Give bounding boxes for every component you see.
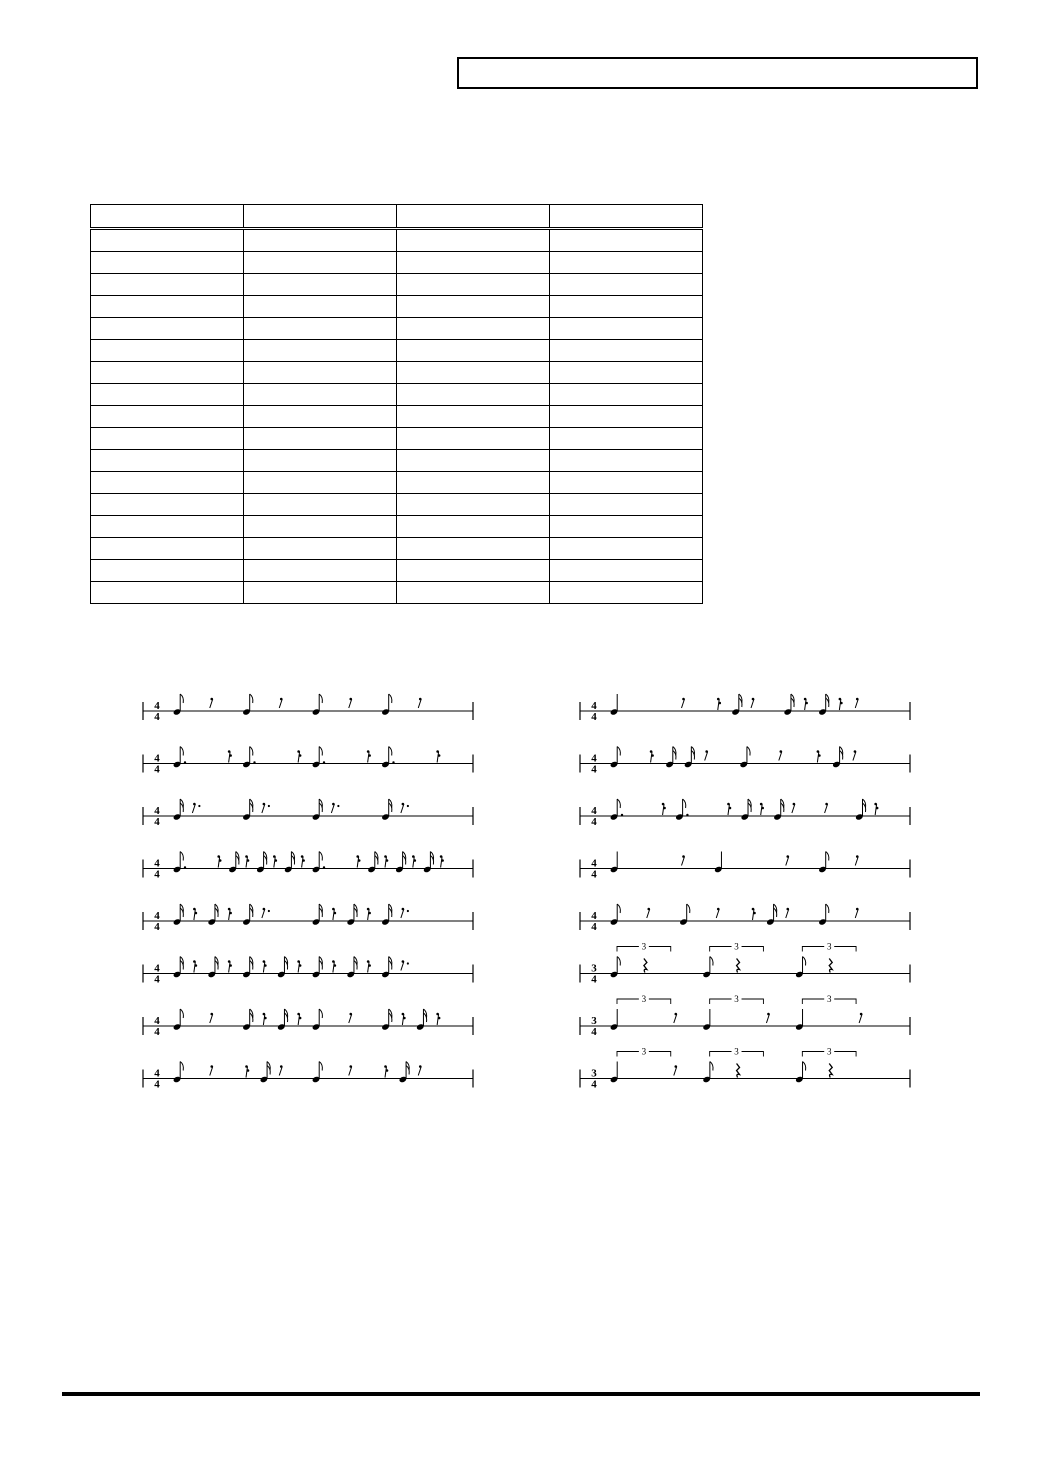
sixteenth-rest	[875, 804, 877, 815]
sixteenth-rest	[298, 962, 300, 973]
eighth-rest	[859, 1014, 862, 1023]
sixteenth-rest	[298, 752, 300, 763]
augmentation-dot	[407, 910, 409, 912]
rhythm-staff	[580, 994, 910, 1038]
eighth-rest	[766, 1014, 769, 1023]
sixteenth-rest	[651, 752, 653, 763]
rhythm-staff	[143, 1009, 473, 1038]
sixteenth-rest	[246, 857, 248, 868]
eighth-rest	[401, 804, 404, 813]
augmentation-dot	[337, 805, 339, 807]
triplet-number: 3	[734, 994, 739, 1004]
time-signature-top: 3	[591, 1067, 597, 1080]
sixteenth-rest	[357, 857, 359, 868]
rhythm-staff	[580, 1047, 910, 1091]
sixteenth-rest	[402, 1014, 404, 1025]
sixteenth-rest	[753, 909, 755, 920]
augmentation-dot	[392, 761, 394, 763]
eighth-rest	[674, 1067, 677, 1076]
rhythm-staff	[143, 747, 473, 776]
eighth-rest	[262, 909, 265, 918]
time-signature-bottom: 4	[591, 1078, 597, 1091]
triplet-number: 3	[826, 941, 832, 952]
eighth-rest	[418, 699, 421, 708]
triplet-number: 3	[641, 941, 647, 952]
eighth-rest	[705, 752, 708, 761]
triplet-number: 3	[734, 1046, 739, 1057]
augmentation-dot	[184, 866, 186, 868]
augmentation-dot	[407, 962, 409, 964]
rhythm-staff	[580, 942, 910, 986]
sixteenth-rest	[246, 1067, 248, 1078]
eighth-rest	[349, 1014, 352, 1023]
sixteenth-rest	[194, 962, 196, 973]
eighth-rest	[279, 699, 282, 708]
eighth-rest	[855, 909, 858, 918]
time-signature-bottom: 4	[591, 973, 597, 986]
sixteenth-rest	[817, 752, 819, 763]
quarter-rest	[737, 1064, 740, 1078]
time-signature-top: 4	[154, 962, 160, 975]
quarter-rest	[737, 959, 740, 973]
time-signature-bottom: 4	[591, 816, 597, 828]
time-signature-top: 4	[154, 700, 160, 712]
sixteenth-rest	[805, 699, 807, 710]
sixteenth-rest	[728, 804, 730, 815]
eighth-rest	[192, 804, 195, 813]
augmentation-dot	[184, 761, 186, 763]
eighth-rest	[786, 857, 789, 866]
augmentation-dot	[323, 761, 325, 763]
rhythm-staff	[143, 1062, 473, 1091]
sixteenth-rest	[218, 857, 220, 868]
eighth-rest	[349, 1067, 352, 1076]
augmentation-dot	[621, 814, 623, 816]
sixteenth-rest	[194, 909, 196, 920]
rhythm-staff	[580, 904, 910, 933]
time-signature-top: 4	[154, 910, 160, 922]
augmentation-dot	[323, 866, 325, 868]
sixteenth-rest	[333, 909, 335, 920]
sixteenth-rest	[839, 699, 841, 710]
time-signature-top: 4	[154, 752, 160, 765]
eighth-rest	[331, 804, 334, 813]
time-signature-bottom: 4	[154, 921, 160, 933]
time-signature-bottom: 4	[154, 1026, 160, 1038]
eighth-rest	[210, 1014, 213, 1023]
time-signature-bottom: 4	[154, 763, 160, 776]
time-signature-top: 3	[591, 1015, 597, 1027]
sixteenth-rest	[368, 752, 370, 763]
eighth-rest	[682, 699, 685, 708]
eighth-rest	[825, 804, 828, 813]
eighth-rest	[647, 909, 650, 918]
rhythm-staff	[143, 904, 473, 933]
sixteenth-rest	[718, 699, 720, 710]
sixteenth-rest	[302, 857, 304, 868]
sixteenth-rest	[263, 962, 265, 973]
sixteenth-rest	[385, 857, 387, 868]
rhythm-staff	[143, 852, 473, 881]
triplet-number: 3	[734, 941, 739, 952]
rhythm-staff	[580, 799, 910, 828]
augmentation-dot	[268, 910, 270, 912]
eighth-rest	[855, 857, 858, 866]
time-signature-bottom: 4	[154, 868, 160, 881]
augmentation-dot	[198, 805, 200, 807]
eighth-rest	[853, 752, 856, 761]
quarter-rest	[644, 959, 647, 973]
time-signature-bottom: 4	[154, 973, 160, 986]
triplet-number: 3	[641, 994, 647, 1004]
time-signature-top: 4	[591, 700, 597, 712]
footer-rule	[62, 1392, 980, 1396]
sixteenth-rest	[368, 962, 370, 973]
sixteenth-rest	[368, 909, 370, 920]
time-signature-bottom: 4	[154, 711, 160, 723]
time-signature-top: 4	[154, 857, 160, 870]
time-signature-bottom: 4	[591, 763, 597, 776]
rhythm-staff	[143, 957, 473, 986]
time-signature-top: 4	[154, 805, 160, 817]
eighth-rest	[779, 752, 782, 761]
time-signature-top: 4	[154, 1067, 160, 1080]
augmentation-dot	[268, 805, 270, 807]
sixteenth-rest	[229, 752, 231, 763]
time-signature-bottom: 4	[591, 921, 597, 933]
sixteenth-rest	[274, 857, 276, 868]
sixteenth-rest	[413, 857, 415, 868]
time-signature-bottom: 4	[591, 868, 597, 881]
rhythm-staff	[580, 852, 910, 881]
time-signature-top: 4	[591, 752, 597, 765]
eighth-rest	[279, 1067, 282, 1076]
time-signature-top: 4	[591, 857, 597, 870]
rhythm-staff	[580, 747, 910, 776]
eighth-rest	[349, 699, 352, 708]
quarter-rest	[829, 959, 832, 973]
sixteenth-rest	[298, 1014, 300, 1025]
rhythm-staff	[143, 694, 473, 723]
eighth-rest	[786, 909, 789, 918]
time-signature-bottom: 4	[154, 1078, 160, 1091]
time-signature-bottom: 4	[591, 1026, 597, 1038]
triplet-number: 3	[826, 1046, 832, 1057]
rhythm-staff	[143, 799, 473, 828]
eighth-rest	[418, 1067, 421, 1076]
time-signature-top: 4	[591, 805, 597, 817]
sixteenth-rest	[333, 962, 335, 973]
eighth-rest	[716, 909, 719, 918]
eighth-rest	[792, 804, 795, 813]
time-signature-top: 4	[591, 910, 597, 922]
eighth-rest	[401, 909, 404, 918]
sixteenth-rest	[663, 804, 665, 815]
triplet-number: 3	[826, 994, 832, 1004]
augmentation-dot	[407, 805, 409, 807]
augmentation-dot	[686, 814, 688, 816]
eighth-rest	[401, 962, 404, 971]
sixteenth-rest	[437, 752, 439, 763]
quarter-rest	[829, 1064, 832, 1078]
sixteenth-rest	[761, 804, 763, 815]
eighth-rest	[674, 1014, 677, 1023]
rhythm-staff	[580, 694, 910, 723]
eighth-rest	[262, 804, 265, 813]
time-signature-bottom: 4	[154, 816, 160, 828]
sixteenth-rest	[229, 909, 231, 920]
eighth-rest	[210, 1067, 213, 1076]
sixteenth-rest	[229, 962, 231, 973]
augmentation-dot	[253, 761, 255, 763]
time-signature-top: 4	[154, 1015, 160, 1027]
triplet-number: 3	[641, 1046, 647, 1057]
sixteenth-rest	[385, 1067, 387, 1078]
time-signature-bottom: 4	[591, 711, 597, 723]
eighth-rest	[855, 699, 858, 708]
eighth-rest	[682, 857, 685, 866]
sixteenth-rest	[441, 857, 443, 868]
sixteenth-rest	[437, 1014, 439, 1025]
time-signature-top: 3	[591, 962, 597, 975]
sixteenth-rest	[263, 1014, 265, 1025]
eighth-rest	[751, 699, 754, 708]
eighth-rest	[210, 699, 213, 708]
